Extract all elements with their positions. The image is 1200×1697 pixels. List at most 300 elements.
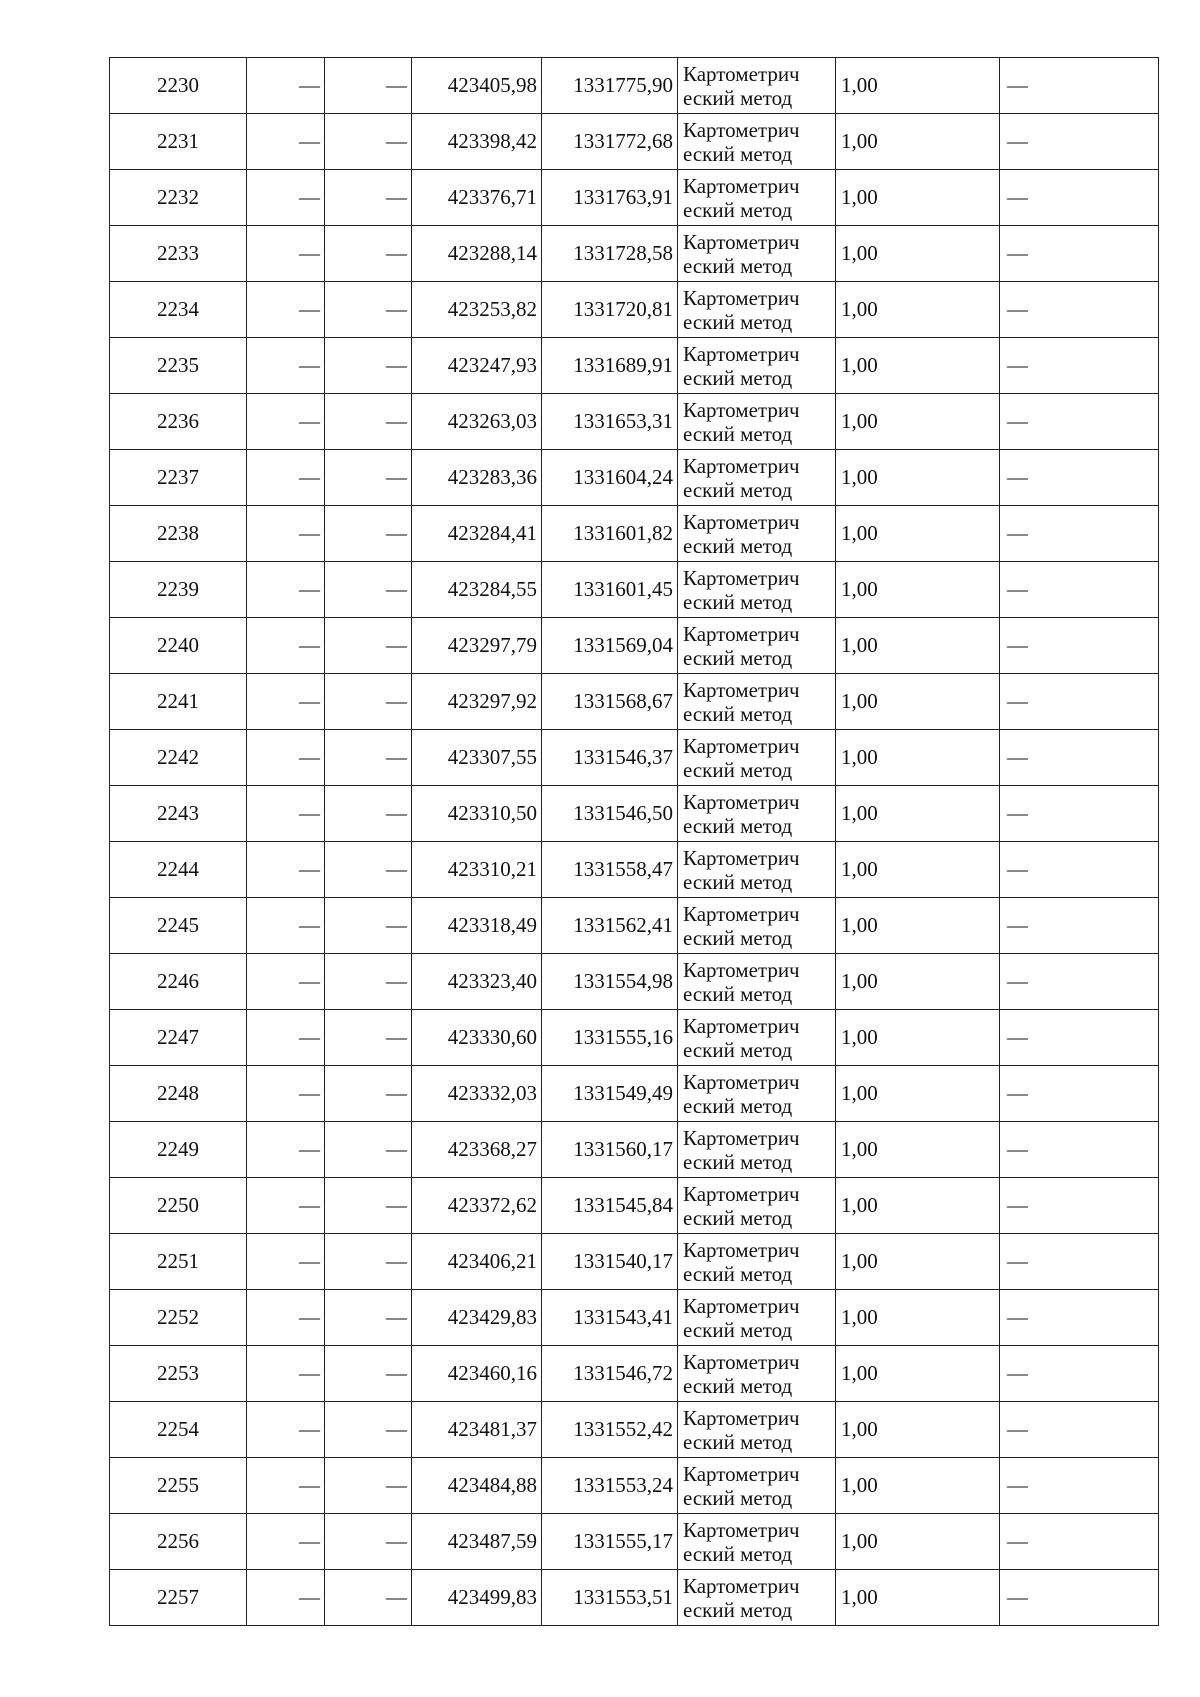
x-coordinate-cell: 423460,16 [412,1346,542,1402]
empty-x-cell: — [247,1514,325,1570]
x-coordinate-cell: 423406,21 [412,1234,542,1290]
accuracy-cell: 1,00 [836,506,1000,562]
empty-x-cell: — [247,1570,325,1626]
table-row [110,562,1159,618]
method-line-1: Картометрич [683,733,800,758]
table-row [110,394,1159,450]
point-number-cell: 2248 [110,1066,247,1122]
method-line-1: Картометрич [683,1517,800,1542]
method-line-2: еский метод [683,1093,793,1118]
description-cell: — [1000,1514,1159,1570]
method-line-2: еский метод [683,1485,793,1510]
method-cell [678,1570,836,1626]
method-line-2: еский метод [683,1597,793,1622]
empty-y-cell: — [325,1570,412,1626]
x-coordinate-cell: 423297,79 [412,618,542,674]
method-cell [678,1122,836,1178]
table-row [110,450,1159,506]
accuracy-cell: 1,00 [836,1570,1000,1626]
method-line-2: еский метод [683,757,793,782]
coordinates-table [109,57,1159,1626]
y-coordinate-cell: 1331554,98 [542,954,678,1010]
description-cell: — [1000,170,1159,226]
method-line-1: Картометрич [683,229,800,254]
method-line-1: Картометрич [683,341,800,366]
table-row [110,786,1159,842]
table-row [110,1178,1159,1234]
accuracy-cell: 1,00 [836,114,1000,170]
description-cell: — [1000,730,1159,786]
table-row [110,170,1159,226]
accuracy-cell: 1,00 [836,898,1000,954]
empty-x-cell: — [247,1010,325,1066]
accuracy-cell: 1,00 [836,1122,1000,1178]
y-coordinate-cell: 1331562,41 [542,898,678,954]
empty-x-cell: — [247,226,325,282]
empty-x-cell: — [247,506,325,562]
y-coordinate-cell: 1331601,45 [542,562,678,618]
description-cell: — [1000,1346,1159,1402]
x-coordinate-cell: 423398,42 [412,114,542,170]
method-line-2: еский метод [683,925,793,950]
empty-x-cell: — [247,1402,325,1458]
description-cell: — [1000,1010,1159,1066]
empty-x-cell: — [247,1290,325,1346]
method-line-2: еский метод [683,1205,793,1230]
point-number-cell: 2256 [110,1514,247,1570]
x-coordinate-cell: 423481,37 [412,1402,542,1458]
x-coordinate-cell: 423499,83 [412,1570,542,1626]
description-cell: — [1000,1290,1159,1346]
y-coordinate-cell: 1331549,49 [542,1066,678,1122]
y-coordinate-cell: 1331545,84 [542,1178,678,1234]
method-cell [678,786,836,842]
empty-y-cell: — [325,730,412,786]
y-coordinate-cell: 1331763,91 [542,170,678,226]
point-number-cell: 2233 [110,226,247,282]
point-number-cell: 2235 [110,338,247,394]
accuracy-cell: 1,00 [836,1066,1000,1122]
y-coordinate-cell: 1331653,31 [542,394,678,450]
description-cell: — [1000,786,1159,842]
method-line-1: Картометрич [683,1069,800,1094]
y-coordinate-cell: 1331543,41 [542,1290,678,1346]
accuracy-cell: 1,00 [836,58,1000,114]
empty-y-cell: — [325,674,412,730]
method-cell [678,1066,836,1122]
empty-y-cell: — [325,58,412,114]
table-body [110,58,1159,1626]
x-coordinate-cell: 423247,93 [412,338,542,394]
x-coordinate-cell: 423307,55 [412,730,542,786]
description-cell: — [1000,506,1159,562]
empty-y-cell: — [325,282,412,338]
method-cell [678,618,836,674]
x-coordinate-cell: 423368,27 [412,1122,542,1178]
table-row [110,226,1159,282]
x-coordinate-cell: 423372,62 [412,1178,542,1234]
table-row [110,1066,1159,1122]
accuracy-cell: 1,00 [836,674,1000,730]
description-cell: — [1000,1122,1159,1178]
point-number-cell: 2242 [110,730,247,786]
accuracy-cell: 1,00 [836,338,1000,394]
table-row [110,1514,1159,1570]
method-line-1: Картометрич [683,61,800,86]
method-line-2: еский метод [683,141,793,166]
y-coordinate-cell: 1331540,17 [542,1234,678,1290]
x-coordinate-cell: 423284,55 [412,562,542,618]
method-line-1: Картометрич [683,677,800,702]
method-line-2: еский метод [683,421,793,446]
point-number-cell: 2257 [110,1570,247,1626]
method-line-1: Картометрич [683,453,800,478]
method-line-1: Картометрич [683,957,800,982]
point-number-cell: 2245 [110,898,247,954]
empty-y-cell: — [325,1458,412,1514]
x-coordinate-cell: 423318,49 [412,898,542,954]
empty-y-cell: — [325,1290,412,1346]
empty-x-cell: — [247,1066,325,1122]
y-coordinate-cell: 1331775,90 [542,58,678,114]
empty-y-cell: — [325,394,412,450]
x-coordinate-cell: 423283,36 [412,450,542,506]
y-coordinate-cell: 1331558,47 [542,842,678,898]
method-line-1: Картометрич [683,1573,800,1598]
method-line-2: еский метод [683,253,793,278]
table-row [110,114,1159,170]
empty-y-cell: — [325,1514,412,1570]
accuracy-cell: 1,00 [836,394,1000,450]
y-coordinate-cell: 1331552,42 [542,1402,678,1458]
table-row [110,674,1159,730]
empty-x-cell: — [247,394,325,450]
point-number-cell: 2249 [110,1122,247,1178]
description-cell: — [1000,1402,1159,1458]
method-line-2: еский метод [683,365,793,390]
empty-x-cell: — [247,1234,325,1290]
y-coordinate-cell: 1331569,04 [542,618,678,674]
method-cell [678,450,836,506]
x-coordinate-cell: 423253,82 [412,282,542,338]
x-coordinate-cell: 423376,71 [412,170,542,226]
empty-y-cell: — [325,114,412,170]
method-cell [678,282,836,338]
method-line-2: еский метод [683,1373,793,1398]
point-number-cell: 2243 [110,786,247,842]
point-number-cell: 2253 [110,1346,247,1402]
description-cell: — [1000,898,1159,954]
empty-y-cell: — [325,506,412,562]
x-coordinate-cell: 423297,92 [412,674,542,730]
empty-y-cell: — [325,954,412,1010]
method-line-2: еский метод [683,589,793,614]
method-line-1: Картометрич [683,621,800,646]
method-cell [678,114,836,170]
empty-x-cell: — [247,562,325,618]
table-row [110,1570,1159,1626]
method-cell [678,1346,836,1402]
y-coordinate-cell: 1331601,82 [542,506,678,562]
table-row [110,898,1159,954]
method-line-2: еский метод [683,981,793,1006]
empty-y-cell: — [325,618,412,674]
method-line-1: Картометрич [683,509,800,534]
method-cell [678,1514,836,1570]
table-row [110,618,1159,674]
method-line-2: еский метод [683,1037,793,1062]
method-line-2: еский метод [683,1429,793,1454]
method-line-2: еский метод [683,1149,793,1174]
table-row [110,338,1159,394]
method-line-2: еский метод [683,813,793,838]
empty-y-cell: — [325,1122,412,1178]
point-number-cell: 2238 [110,506,247,562]
method-line-2: еский метод [683,477,793,502]
y-coordinate-cell: 1331604,24 [542,450,678,506]
method-line-1: Картометрич [683,1293,800,1318]
method-line-1: Картометрич [683,1237,800,1262]
table-row [110,1234,1159,1290]
accuracy-cell: 1,00 [836,1234,1000,1290]
method-cell [678,1234,836,1290]
y-coordinate-cell: 1331568,67 [542,674,678,730]
x-coordinate-cell: 423484,88 [412,1458,542,1514]
method-line-1: Картометрич [683,117,800,142]
method-cell [678,1010,836,1066]
method-line-1: Картометрич [683,173,800,198]
point-number-cell: 2255 [110,1458,247,1514]
method-cell [678,394,836,450]
accuracy-cell: 1,00 [836,954,1000,1010]
table-row [110,842,1159,898]
table-row [110,1346,1159,1402]
method-line-2: еский метод [683,85,793,110]
description-cell: — [1000,562,1159,618]
y-coordinate-cell: 1331553,51 [542,1570,678,1626]
method-cell [678,730,836,786]
method-line-1: Картометрич [683,901,800,926]
y-coordinate-cell: 1331553,24 [542,1458,678,1514]
y-coordinate-cell: 1331555,17 [542,1514,678,1570]
method-cell [678,842,836,898]
description-cell: — [1000,1178,1159,1234]
empty-x-cell: — [247,730,325,786]
point-number-cell: 2236 [110,394,247,450]
description-cell: — [1000,1570,1159,1626]
empty-x-cell: — [247,1122,325,1178]
method-line-2: еский метод [683,197,793,222]
method-line-1: Картометрич [683,1013,800,1038]
method-line-1: Картометрич [683,1181,800,1206]
method-line-2: еский метод [683,1541,793,1566]
description-cell: — [1000,114,1159,170]
empty-y-cell: — [325,562,412,618]
point-number-cell: 2239 [110,562,247,618]
method-cell [678,1402,836,1458]
method-line-1: Картометрич [683,397,800,422]
y-coordinate-cell: 1331689,91 [542,338,678,394]
empty-x-cell: — [247,618,325,674]
method-cell [678,562,836,618]
method-line-2: еский метод [683,701,793,726]
empty-x-cell: — [247,1346,325,1402]
empty-x-cell: — [247,282,325,338]
point-number-cell: 2252 [110,1290,247,1346]
table-row [110,1010,1159,1066]
table-row [110,1290,1159,1346]
method-cell [678,1178,836,1234]
empty-y-cell: — [325,1178,412,1234]
empty-y-cell: — [325,338,412,394]
point-number-cell: 2234 [110,282,247,338]
table-row [110,730,1159,786]
point-number-cell: 2230 [110,58,247,114]
accuracy-cell: 1,00 [836,730,1000,786]
method-line-1: Картометрич [683,845,800,870]
x-coordinate-cell: 423330,60 [412,1010,542,1066]
y-coordinate-cell: 1331772,68 [542,114,678,170]
empty-x-cell: — [247,58,325,114]
table-row [110,1402,1159,1458]
empty-y-cell: — [325,1066,412,1122]
x-coordinate-cell: 423284,41 [412,506,542,562]
accuracy-cell: 1,00 [836,1178,1000,1234]
point-number-cell: 2240 [110,618,247,674]
point-number-cell: 2247 [110,1010,247,1066]
accuracy-cell: 1,00 [836,562,1000,618]
point-number-cell: 2246 [110,954,247,1010]
table-row [110,58,1159,114]
empty-x-cell: — [247,954,325,1010]
method-line-2: еский метод [683,309,793,334]
empty-x-cell: — [247,338,325,394]
empty-y-cell: — [325,170,412,226]
method-line-1: Картометрич [683,1405,800,1430]
method-line-1: Картометрич [683,565,800,590]
method-line-2: еский метод [683,645,793,670]
accuracy-cell: 1,00 [836,618,1000,674]
method-line-1: Картометрич [683,285,800,310]
empty-y-cell: — [325,1234,412,1290]
empty-x-cell: — [247,898,325,954]
description-cell: — [1000,618,1159,674]
empty-y-cell: — [325,1346,412,1402]
method-line-2: еский метод [683,1261,793,1286]
empty-x-cell: — [247,170,325,226]
empty-y-cell: — [325,842,412,898]
x-coordinate-cell: 423332,03 [412,1066,542,1122]
empty-y-cell: — [325,786,412,842]
description-cell: — [1000,842,1159,898]
method-line-2: еский метод [683,533,793,558]
table-row [110,1458,1159,1514]
description-cell: — [1000,394,1159,450]
method-cell [678,898,836,954]
y-coordinate-cell: 1331560,17 [542,1122,678,1178]
x-coordinate-cell: 423288,14 [412,226,542,282]
table-row [110,506,1159,562]
x-coordinate-cell: 423487,59 [412,1514,542,1570]
table-row [110,282,1159,338]
method-cell [678,674,836,730]
empty-x-cell: — [247,450,325,506]
accuracy-cell: 1,00 [836,1402,1000,1458]
empty-x-cell: — [247,674,325,730]
description-cell: — [1000,1234,1159,1290]
x-coordinate-cell: 423323,40 [412,954,542,1010]
description-cell: — [1000,1066,1159,1122]
description-cell: — [1000,226,1159,282]
accuracy-cell: 1,00 [836,450,1000,506]
x-coordinate-cell: 423429,83 [412,1290,542,1346]
table-row [110,954,1159,1010]
empty-y-cell: — [325,226,412,282]
method-cell [678,506,836,562]
accuracy-cell: 1,00 [836,1290,1000,1346]
accuracy-cell: 1,00 [836,1346,1000,1402]
empty-y-cell: — [325,898,412,954]
method-cell [678,58,836,114]
accuracy-cell: 1,00 [836,1010,1000,1066]
x-coordinate-cell: 423310,21 [412,842,542,898]
point-number-cell: 2251 [110,1234,247,1290]
empty-x-cell: — [247,114,325,170]
empty-x-cell: — [247,786,325,842]
method-cell [678,954,836,1010]
y-coordinate-cell: 1331546,72 [542,1346,678,1402]
accuracy-cell: 1,00 [836,1514,1000,1570]
x-coordinate-cell: 423310,50 [412,786,542,842]
description-cell: — [1000,674,1159,730]
description-cell: — [1000,1458,1159,1514]
method-line-2: еский метод [683,869,793,894]
accuracy-cell: 1,00 [836,1458,1000,1514]
method-cell [678,170,836,226]
table-row [110,1122,1159,1178]
x-coordinate-cell: 423263,03 [412,394,542,450]
method-cell [678,1290,836,1346]
y-coordinate-cell: 1331720,81 [542,282,678,338]
description-cell: — [1000,450,1159,506]
y-coordinate-cell: 1331546,50 [542,786,678,842]
accuracy-cell: 1,00 [836,842,1000,898]
y-coordinate-cell: 1331546,37 [542,730,678,786]
y-coordinate-cell: 1331728,58 [542,226,678,282]
method-cell [678,1458,836,1514]
y-coordinate-cell: 1331555,16 [542,1010,678,1066]
accuracy-cell: 1,00 [836,786,1000,842]
accuracy-cell: 1,00 [836,282,1000,338]
point-number-cell: 2237 [110,450,247,506]
method-line-1: Картометрич [683,1461,800,1486]
point-number-cell: 2254 [110,1402,247,1458]
description-cell: — [1000,282,1159,338]
description-cell: — [1000,338,1159,394]
empty-y-cell: — [325,450,412,506]
accuracy-cell: 1,00 [836,170,1000,226]
method-line-1: Картометрич [683,789,800,814]
empty-y-cell: — [325,1010,412,1066]
point-number-cell: 2250 [110,1178,247,1234]
method-cell [678,226,836,282]
empty-x-cell: — [247,1178,325,1234]
description-cell: — [1000,954,1159,1010]
accuracy-cell: 1,00 [836,226,1000,282]
empty-x-cell: — [247,1458,325,1514]
x-coordinate-cell: 423405,98 [412,58,542,114]
method-line-1: Картометрич [683,1125,800,1150]
